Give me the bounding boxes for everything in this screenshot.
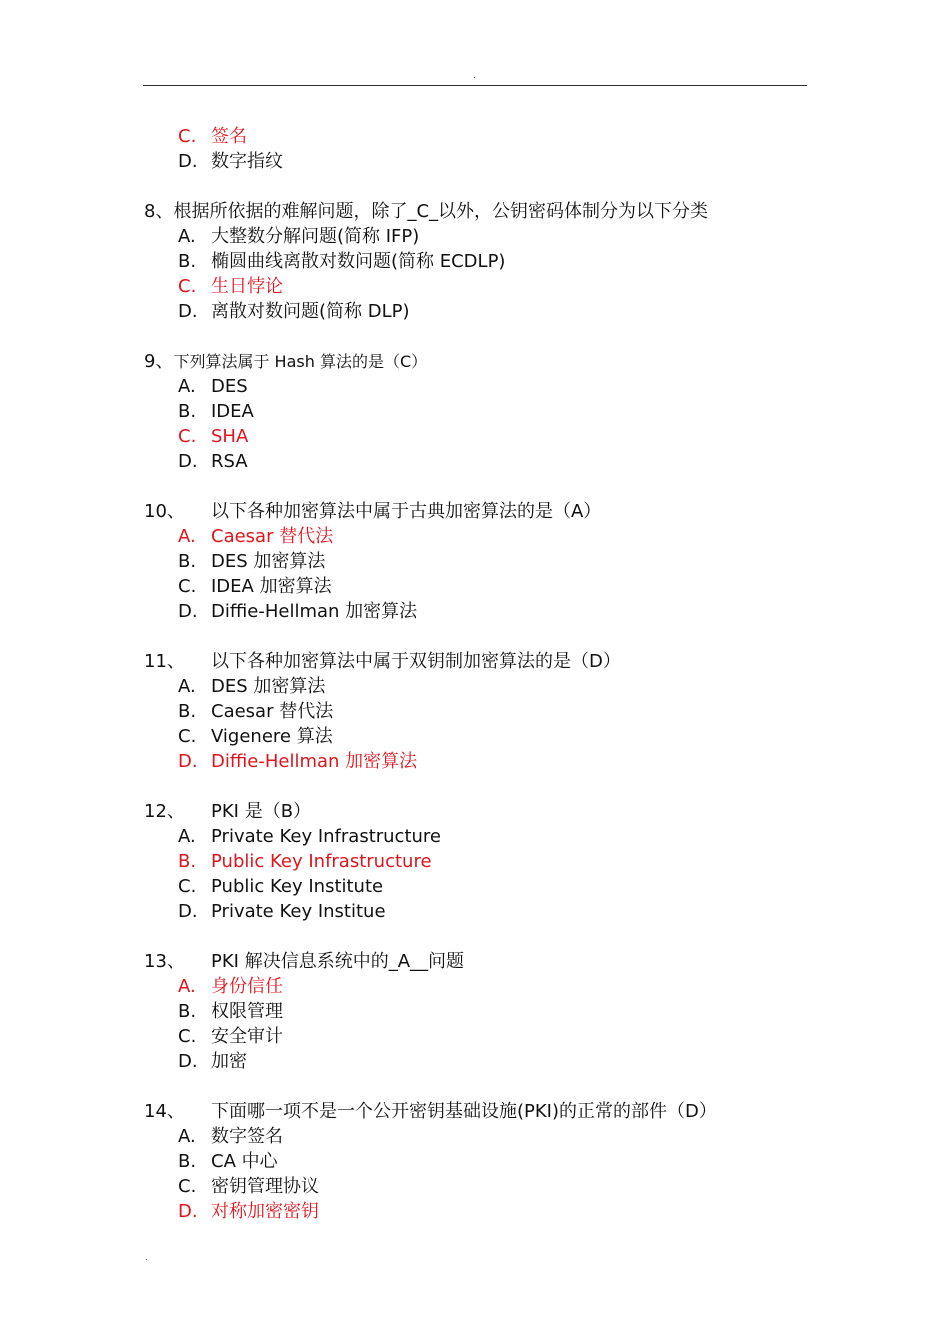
- answer-option: [144, 574, 824, 599]
- header-rule: [143, 85, 807, 86]
- footer-mark: .: [145, 1253, 148, 1262]
- answer-option: [144, 149, 824, 174]
- spacer: [144, 774, 824, 799]
- option-text: 离散对数问题(简称 DLP): [211, 301, 410, 322]
- answer-option-correct: [144, 124, 824, 149]
- question-text: 根据所依据的难解问题，除了_C_以外，公钥密码体制分为以下分类: [173, 201, 709, 222]
- answer-option-correct: [144, 424, 824, 449]
- answer-option-correct: [144, 1199, 824, 1224]
- answer-option: [144, 374, 824, 399]
- answer-option: [144, 1049, 824, 1074]
- option-text: Vigenere 算法: [211, 726, 333, 747]
- answer-option: [144, 1174, 824, 1199]
- option-text: RSA: [211, 451, 248, 472]
- question-stem: [144, 949, 824, 974]
- option-label: D.: [178, 601, 198, 622]
- document-body: [144, 124, 824, 1224]
- option-label: C.: [178, 426, 197, 447]
- option-text: Public Key Infrastructure: [211, 851, 432, 872]
- option-text: DES 加密算法: [211, 551, 326, 572]
- question-number: 9、: [144, 351, 174, 372]
- answer-option: [144, 549, 824, 574]
- option-text: DES 加密算法: [211, 676, 326, 697]
- option-text: Private Key Infrastructure: [211, 826, 442, 847]
- question-stem: [144, 349, 824, 374]
- option-text: 大整数分解问题(简称 IFP): [211, 226, 420, 247]
- option-label: A.: [178, 976, 196, 997]
- option-text: 身份信任: [211, 976, 283, 997]
- answer-option-correct: [144, 974, 824, 999]
- spacer: [144, 624, 824, 649]
- option-label: B.: [178, 1001, 197, 1022]
- option-text: 安全审计: [211, 1026, 283, 1047]
- option-text: 签名: [211, 126, 247, 147]
- spacer: [144, 474, 824, 499]
- question-text: 以下各种加密算法中属于双钥制加密算法的是（D）: [211, 651, 621, 672]
- question-text: PKI 是（B）: [211, 801, 312, 822]
- answer-option: [144, 999, 824, 1024]
- option-label: B.: [178, 251, 197, 272]
- option-label: A.: [178, 526, 196, 547]
- option-label: C.: [178, 876, 197, 897]
- answer-option-correct: [144, 274, 824, 299]
- answer-option: [144, 699, 824, 724]
- option-label: B.: [178, 851, 197, 872]
- option-text: 加密: [211, 1051, 247, 1072]
- option-label: A.: [178, 226, 196, 247]
- option-text: SHA: [211, 426, 249, 447]
- option-label: D.: [178, 451, 198, 472]
- option-label: D.: [178, 1051, 198, 1072]
- question-stem: [144, 649, 824, 674]
- option-text: Diffie-Hellman 加密算法: [211, 601, 418, 622]
- answer-option: [144, 399, 824, 424]
- answer-option: [144, 899, 824, 924]
- answer-option: [144, 824, 824, 849]
- answer-option: [144, 1124, 824, 1149]
- option-text: IDEA 加密算法: [211, 576, 332, 597]
- option-label: D.: [178, 901, 198, 922]
- question-text: PKI 解决信息系统中的_A__问题: [211, 951, 465, 972]
- option-text: 数字签名: [211, 1126, 283, 1147]
- question-text: 以下各种加密算法中属于古典加密算法的是（A）: [211, 501, 602, 522]
- header-mark: .: [473, 71, 476, 80]
- option-label: A.: [178, 376, 196, 397]
- option-label: C.: [178, 1176, 197, 1197]
- option-text: Private Key Institue: [211, 901, 386, 922]
- answer-option: [144, 724, 824, 749]
- option-text: 生日悖论: [211, 276, 283, 297]
- question-number: 8、: [144, 201, 174, 222]
- spacer: [144, 324, 824, 349]
- spacer: [144, 1074, 824, 1099]
- option-label: A.: [178, 1126, 196, 1147]
- answer-option: [144, 1024, 824, 1049]
- option-text: 对称加密密钥: [211, 1201, 319, 1222]
- question-number: 14、: [144, 1101, 185, 1122]
- answer-option-correct: [144, 524, 824, 549]
- option-label: B.: [178, 701, 197, 722]
- option-label: D.: [178, 1201, 198, 1222]
- answer-option: [144, 449, 824, 474]
- answer-option-correct: [144, 749, 824, 774]
- option-text: 椭圆曲线离散对数问题(简称 ECDLP): [211, 251, 506, 272]
- spacer: [144, 174, 824, 199]
- question-text: 下面哪一项不是一个公开密钥基础设施(PKI)的正常的部件（D）: [211, 1101, 717, 1122]
- option-label: C.: [178, 1026, 197, 1047]
- option-label: A.: [178, 676, 196, 697]
- option-text: DES: [211, 376, 248, 397]
- option-text: 密钥管理协议: [211, 1176, 319, 1197]
- option-label: B.: [178, 551, 197, 572]
- option-text: IDEA: [211, 401, 254, 422]
- option-text: Caesar 替代法: [211, 701, 334, 722]
- option-label: C.: [178, 726, 197, 747]
- question-text: 下列算法属于 Hash 算法的是（C）: [173, 352, 428, 371]
- answer-option: [144, 874, 824, 899]
- option-text: 权限管理: [211, 1001, 283, 1022]
- option-text: Diffie-Hellman 加密算法: [211, 751, 418, 772]
- question-number: 13、: [144, 951, 185, 972]
- option-label: D.: [178, 151, 198, 172]
- question-number: 10、: [144, 501, 185, 522]
- option-text: 数字指纹: [211, 151, 283, 172]
- option-text: Caesar 替代法: [211, 526, 334, 547]
- question-number: 11、: [144, 651, 185, 672]
- answer-option: [144, 249, 824, 274]
- answer-option: [144, 299, 824, 324]
- option-text: CA 中心: [211, 1151, 278, 1172]
- question-stem: [144, 499, 824, 524]
- answer-option-correct: [144, 849, 824, 874]
- option-label: B.: [178, 1151, 197, 1172]
- question-stem: [144, 199, 824, 224]
- answer-option: [144, 1149, 824, 1174]
- option-label: D.: [178, 751, 198, 772]
- answer-option: [144, 599, 824, 624]
- option-label: C.: [178, 576, 197, 597]
- option-label: B.: [178, 401, 197, 422]
- answer-option: [144, 674, 824, 699]
- option-label: D.: [178, 301, 198, 322]
- option-label: A.: [178, 826, 196, 847]
- answer-option: [144, 224, 824, 249]
- option-text: Public Key Institute: [211, 876, 384, 897]
- option-label: C.: [178, 126, 197, 147]
- question-number: 12、: [144, 801, 185, 822]
- question-stem: [144, 1099, 824, 1124]
- question-stem: [144, 799, 824, 824]
- spacer: [144, 924, 824, 949]
- option-label: C.: [178, 276, 197, 297]
